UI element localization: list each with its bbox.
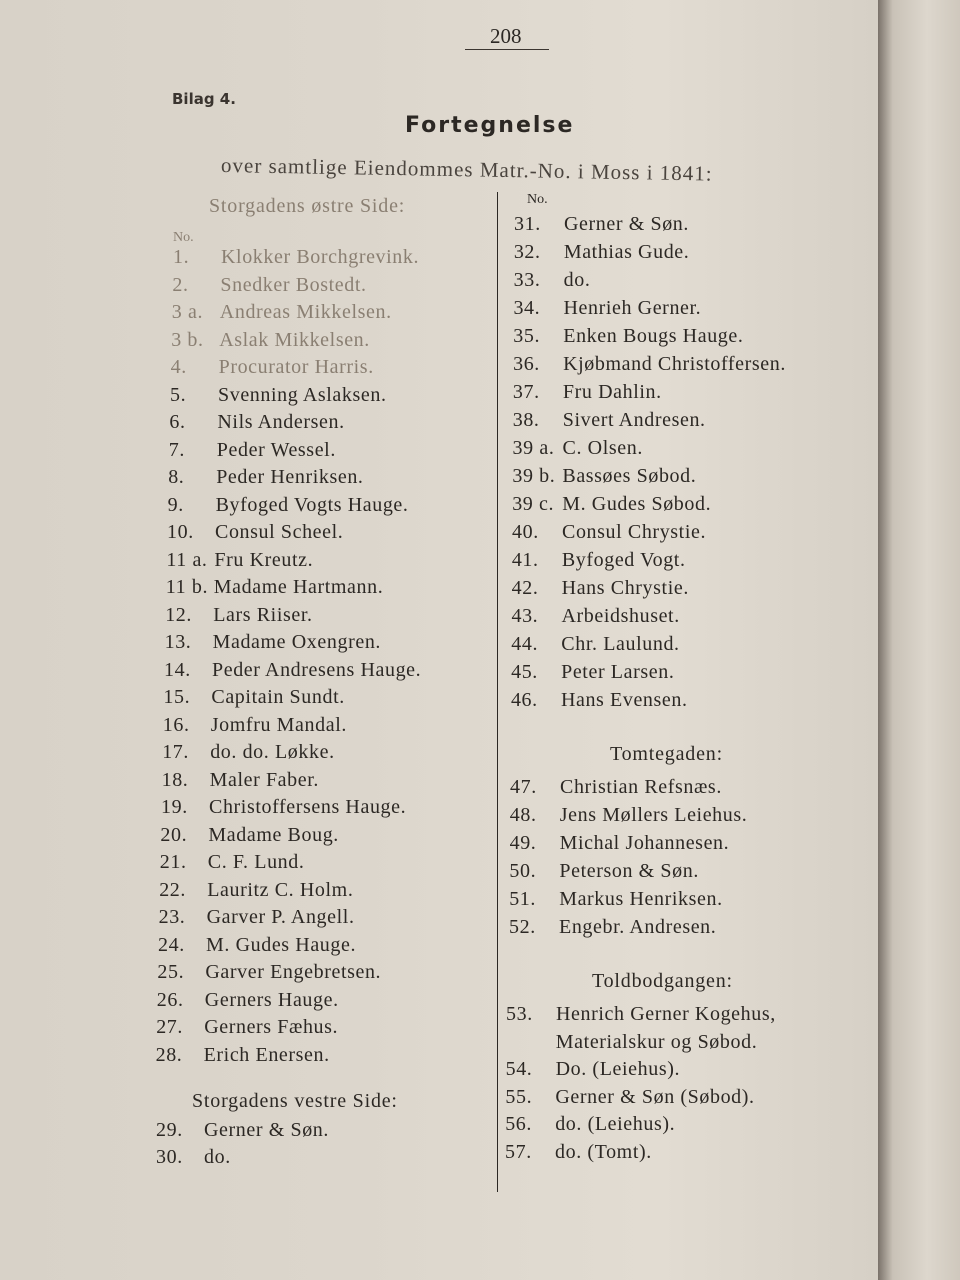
appendix-label: Bilag 4. [172, 90, 236, 108]
entry-number: 37. [512, 381, 540, 403]
entry-number: 57. [505, 1140, 532, 1163]
entry-number: 12. [165, 603, 192, 626]
page-edge [878, 0, 960, 1280]
entry-number: 55. [505, 1085, 533, 1108]
document-title: Fortegnelse [405, 113, 575, 138]
entry-name: Garver P. Angell. [206, 906, 355, 928]
entry-name: Garver Engebretsen. [205, 961, 382, 983]
entry-name: Nils Andersen. [217, 411, 345, 433]
entry-number: 18. [161, 768, 189, 791]
entry-name: Peter Larsen. [561, 661, 675, 683]
entry-name: Byfoged Vogts Hauge. [215, 493, 409, 516]
entry-name: Byfoged Vogt. [561, 549, 686, 571]
entry-number: 24. [158, 933, 185, 956]
entry-name: Fru Kreutz. [214, 548, 314, 571]
entry-name: do. (Leiehus). [555, 1113, 676, 1135]
entry-number: 29. [156, 1119, 183, 1141]
entry-name: Hans Evensen. [560, 689, 688, 711]
entry-name: Consul Scheel. [215, 521, 344, 543]
entry-name: Peder Andresens Hauge. [212, 658, 422, 681]
entry-number: 42. [511, 577, 539, 599]
entry-name: Gerners Hauge. [204, 988, 339, 1011]
entry-number: 31. [514, 213, 541, 235]
entry-name: M. Gudes Hauge. [206, 933, 357, 956]
entry-name: Arbeidshuset. [561, 605, 680, 627]
entry-name: Kjøbmand Christoffersen. [563, 353, 786, 375]
entry-name: Gerner & Søn (Søbod). [555, 1085, 755, 1108]
entry-number: 32. [513, 241, 541, 263]
section-heading-tomtegaden: Tomtegaden: [610, 743, 723, 765]
entry-name: Christoffersens Hauge. [209, 796, 407, 818]
entry-name: Markus Henriksen. [559, 888, 723, 910]
entry-number: 9. [167, 493, 184, 516]
entry-number: 5. [170, 383, 187, 406]
section-heading-storgaden-east: Storgadens østre Side: [209, 195, 406, 217]
entry-name: Madame Boug. [208, 823, 339, 846]
entry-number: 6. [169, 411, 186, 433]
entry-name: Lars Riiser. [213, 603, 313, 626]
entry-number: 21. [159, 851, 187, 873]
entry-name: Jomfru Mandal. [210, 713, 347, 736]
entry-name: Capitain Sundt. [211, 686, 345, 708]
entry-number: 11 a. [166, 548, 208, 571]
entry-name: Snedker Bostedt. [220, 273, 367, 296]
entry-name: Erich Enersen. [203, 1043, 330, 1066]
entry-number: 17. [162, 741, 189, 763]
entry-number: 26. [156, 988, 184, 1011]
entry-name: Klokker Borchgrevink. [221, 246, 420, 268]
entry-name: Aslak Mikkelsen. [219, 328, 370, 351]
entry-number: 28. [155, 1043, 183, 1066]
entry-number: 46. [510, 689, 538, 711]
entry-number: 33. [513, 269, 541, 291]
entry-number: 22. [159, 878, 186, 901]
entry-number: 15. [163, 686, 191, 708]
entry-name: Mathias Gude. [563, 241, 690, 263]
entry-number: 27. [156, 1016, 183, 1038]
entry-number: 3 a. [171, 301, 204, 323]
entry-number: 43. [511, 605, 539, 627]
entry-number: 7. [168, 438, 185, 461]
entry-number: 4. [170, 356, 187, 378]
entry-number: 8. [168, 466, 185, 488]
entry-number: 41. [511, 549, 539, 571]
column-no-label-left: No. [173, 230, 194, 245]
entry-number: 13. [164, 631, 192, 653]
entry-name: Hans Chrystie. [561, 577, 689, 599]
entry-name: Peder Wessel. [216, 438, 336, 461]
entry-number: 14. [164, 658, 191, 681]
entry-number: 38. [512, 409, 540, 431]
header-rule [465, 49, 549, 50]
entry-number: 19. [161, 796, 188, 818]
entry-name: M. Gudes Søbod. [562, 493, 712, 515]
entry-name: do. (Tomt). [555, 1140, 652, 1163]
entry-name: Maler Faber. [209, 768, 319, 791]
entry-number: 50. [509, 860, 537, 882]
entry-name: Madame Oxengren. [212, 631, 382, 653]
entry-number: 10. [167, 521, 194, 543]
entry-number: 39 a. [512, 437, 555, 459]
entry-number: 11 b. [165, 576, 209, 598]
entry-name: Engebr. Andresen. [559, 916, 717, 938]
entry-name: Henrich Gerner Kogehus, [556, 1003, 776, 1025]
entry-name: Fru Dahlin. [562, 381, 662, 403]
entry-number: 44. [511, 633, 539, 655]
entry-number: 53. [506, 1003, 533, 1025]
entry-name: Madame Hartmann. [213, 576, 384, 598]
entry-name: Gerner & Søn. [564, 213, 689, 235]
entry-name: Lauritz C. Holm. [207, 878, 354, 901]
document-subtitle: over samtlige Eiendommes Matr.-No. i Moss i 1841: [220, 153, 713, 186]
entry-number: 2. [172, 273, 189, 296]
entry-name: Procurator Harris. [218, 356, 374, 378]
entry-number: 40. [512, 521, 539, 543]
entry-number: 52. [509, 916, 536, 938]
entry-name: Christian Refsnæs. [560, 776, 722, 798]
section-heading-toldbodgangen: Toldbodgangen: [592, 970, 733, 992]
entry-name: Gerner & Søn. [204, 1119, 329, 1141]
column-divider [497, 192, 498, 1192]
entry-number: 51. [509, 888, 536, 910]
entry-name: Henrieh Gerner. [563, 297, 702, 319]
entry-number: 34. [513, 297, 541, 319]
entry-number: 39 b. [512, 465, 556, 487]
entry-number: 16. [162, 713, 190, 736]
entry-name: do. [204, 1146, 231, 1168]
entry-number: 25. [157, 961, 185, 983]
entry-name: Svenning Aslaksen. [218, 383, 387, 406]
entry-number: 48. [509, 804, 537, 826]
entry-number: 47. [510, 776, 537, 798]
entry-number: 56. [505, 1113, 532, 1135]
entry-number: 23. [158, 906, 186, 928]
entry-name: Sivert Andresen. [562, 409, 706, 431]
entry-name: Materialskur og Søbod. [555, 1030, 758, 1053]
entry-name: Bassøes Søbod. [562, 465, 697, 487]
entry-name: C. Olsen. [562, 437, 643, 459]
entry-name: Do. (Leiehus). [555, 1058, 681, 1080]
entry-name: Chr. Laulund. [561, 633, 680, 655]
entry-number: 3 b. [171, 328, 204, 351]
entry-name: Peder Henriksen. [216, 466, 364, 488]
entry-name: Andreas Mikkelsen. [219, 301, 392, 323]
page-number: 208 [490, 24, 522, 48]
entry-name: Enken Bougs Hauge. [563, 325, 744, 347]
entry-name: Michal Johannesen. [559, 832, 730, 854]
entry-number: 36. [513, 353, 540, 375]
entry-name: C. F. Lund. [207, 851, 305, 873]
column-no-label-right: No. [527, 192, 548, 207]
entry-name: Jens Møllers Leiehus. [559, 804, 748, 826]
entry-name: Consul Chrystie. [562, 521, 707, 543]
entry-name: Peterson & Søn. [559, 860, 699, 882]
entry-name: do. [563, 269, 591, 291]
entry-name: Gerners Fæhus. [204, 1016, 339, 1038]
entry-number: 39 c. [512, 493, 555, 515]
entry-number: 30. [156, 1146, 183, 1168]
entry-number: 54. [505, 1058, 533, 1080]
entry-number: 1. [173, 246, 190, 268]
entry-name: do. do. Løkke. [210, 741, 335, 763]
entry-number: 20. [160, 823, 188, 846]
entry-number: 49. [509, 832, 537, 854]
entry-number: 35. [513, 325, 541, 347]
entry-number: 45. [511, 661, 538, 683]
section-heading-storgaden-west: Storgadens vestre Side: [192, 1090, 398, 1112]
